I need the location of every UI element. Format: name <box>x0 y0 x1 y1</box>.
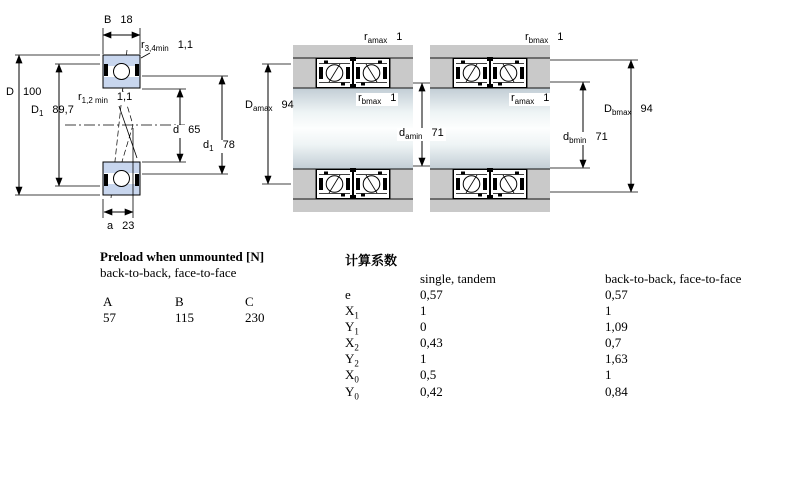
preload-col-A: A <box>103 294 113 309</box>
dim-label-B: B 18 <box>104 14 133 26</box>
preload-col-C: C <box>245 294 254 309</box>
datasheet-page: B 18 $r_{3,4min}$ 1,1 D 100 $D_1$ 89,7 $r_{1,2 min}$ 1,1 d 65 $d_1$ 78 a 23 $r_{amax}$ 1 $r_{bmax}$ 1 $D_{amax}$ 94 $d_{amin}$ 71 $r_{bmax}$ 1 $r_{amax}$ 1 $d_{bmin}$ 71 $D_{bmax}$ 94 Preload when unmounted [N] back-to-back, face-to-face A B C 57 115 230 计算系数 single, tandem back-to-back, face-to-face e 0,57 0,57 $X_1$ 1 1 $Y_1$ 0 1,09 $X_2$ 0,43 0,7 $Y_2$ 1 1,63 $X_0$ 0,5 1 $Y_0$ 0,42 0,84 <box>0 0 800 500</box>
preload-value-B: 115 <box>175 310 195 325</box>
dim-label-D: D 100 <box>6 86 42 98</box>
dim-label-ramax-a: $r_{amax}$ 1 <box>364 31 403 46</box>
dim-label-rbmax-a: $r_{bmax}$ 1 <box>358 92 397 107</box>
preload-value-A: 57 <box>103 310 116 325</box>
dim-label-r12min: $r_{1,2 min}$ 1,1 <box>78 91 133 106</box>
dim-label-rbmax-b: $r_{bmax}$ 1 <box>525 31 564 46</box>
dim-label-damin: $d_{amin}$ 71 <box>399 127 444 142</box>
dim-label-a: a 23 <box>107 220 135 232</box>
preload-col-B: B <box>175 294 184 309</box>
mounting-diagram-b <box>430 45 638 212</box>
dim-label-D1: $D_1$ 89,7 <box>31 104 74 119</box>
preload-value-C: 230 <box>245 310 265 325</box>
dim-label-Damax: $D_{amax}$ 94 <box>245 99 294 114</box>
dim-label-Dbmax: $D_{bmax}$ 94 <box>604 103 653 118</box>
dim-label-ramax-b: $r_{amax}$ 1 <box>511 92 550 107</box>
dim-label-d: d 65 <box>171 125 202 138</box>
factors-col2-header: back-to-back, face-to-face <box>605 271 742 286</box>
dim-label-r34min: $r_{3,4min}$ 1,1 <box>141 39 193 54</box>
preload-subtitle: back-to-back, face-to-face <box>100 265 237 280</box>
factors-title: 计算系数 <box>345 253 398 268</box>
bearing-cross-section <box>15 28 228 218</box>
factors-col1-header: single, tandem <box>420 271 496 286</box>
dim-label-dbmin: $d_{bmin}$ 71 <box>563 131 608 146</box>
preload-title: Preload when unmounted [N] <box>100 249 265 264</box>
dim-label-d1: $d_1$ 78 <box>203 139 235 154</box>
